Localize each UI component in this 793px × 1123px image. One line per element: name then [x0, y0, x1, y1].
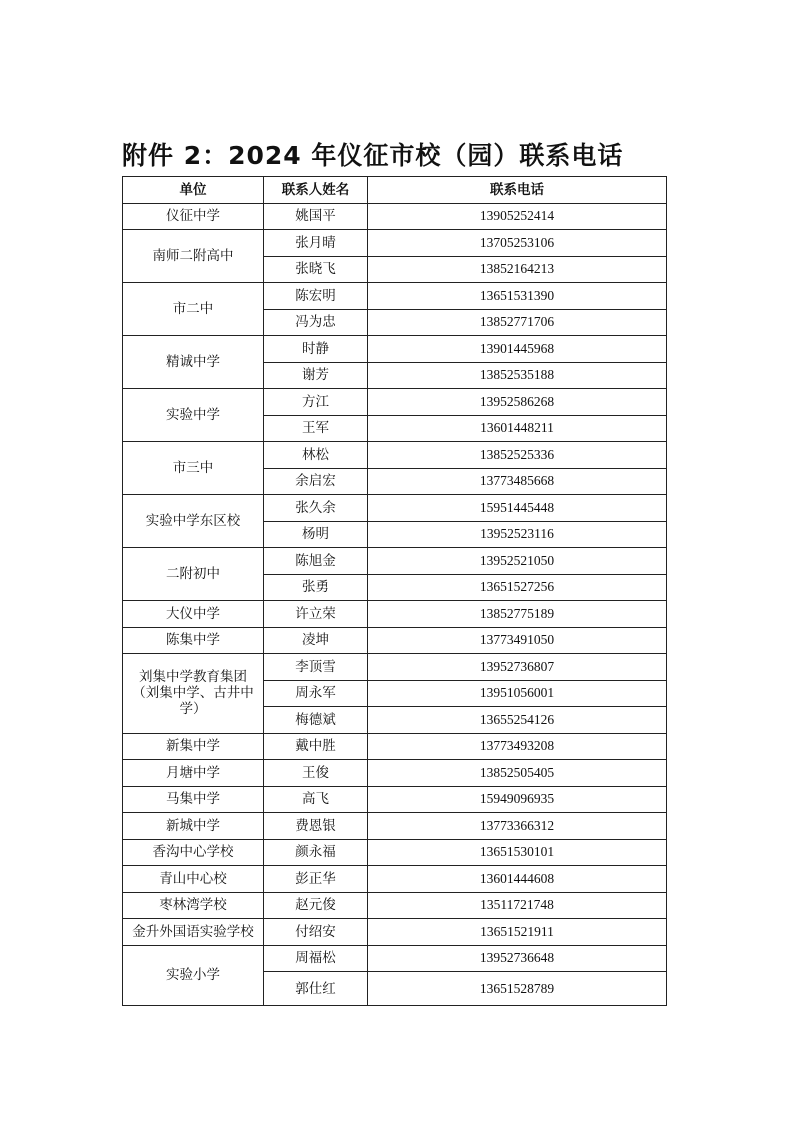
- phone-cell: 13651528789: [368, 972, 667, 1006]
- phone-cell: 13705253106: [368, 230, 667, 257]
- contact-name-cell: 谢芳: [264, 362, 368, 389]
- phone-cell: 13952523116: [368, 521, 667, 548]
- contact-name-cell: 戴中胜: [264, 733, 368, 760]
- phone-cell: 13852535188: [368, 362, 667, 389]
- contact-name-cell: 张久余: [264, 495, 368, 522]
- contact-name-cell: 张月晴: [264, 230, 368, 257]
- unit-cell: 实验中学东区校: [123, 495, 264, 548]
- contact-name-cell: 梅德斌: [264, 707, 368, 734]
- contact-name-cell: 赵元俊: [264, 892, 368, 919]
- phone-cell: 13601444608: [368, 866, 667, 893]
- header-name: 联系人姓名: [264, 177, 368, 204]
- phone-cell: 13952586268: [368, 389, 667, 416]
- header-row: [123, 177, 667, 204]
- table-row: [123, 866, 667, 893]
- contact-name-cell: 方江: [264, 389, 368, 416]
- unit-cell: 实验中学: [123, 389, 264, 442]
- phone-cell: 13852164213: [368, 256, 667, 283]
- contact-name-cell: 许立荣: [264, 601, 368, 628]
- header-unit: 单位: [123, 177, 264, 204]
- contact-name-cell: 周福松: [264, 945, 368, 972]
- table-body: [123, 203, 667, 1006]
- table-row: [123, 839, 667, 866]
- contact-name-cell: 付绍安: [264, 919, 368, 946]
- contact-name-cell: 彭正华: [264, 866, 368, 893]
- unit-cell: 市三中: [123, 442, 264, 495]
- table-row: [123, 919, 667, 946]
- table-row: [123, 548, 667, 575]
- header-phone: 联系电话: [368, 177, 667, 204]
- phone-cell: 13901445968: [368, 336, 667, 363]
- phone-cell: 13852525336: [368, 442, 667, 469]
- table-row: [123, 733, 667, 760]
- contact-name-cell: 王军: [264, 415, 368, 442]
- contact-name-cell: 周永军: [264, 680, 368, 707]
- phone-cell: 13952736648: [368, 945, 667, 972]
- contact-name-cell: 时静: [264, 336, 368, 363]
- unit-cell: 马集中学: [123, 786, 264, 813]
- table-row: [123, 283, 667, 310]
- table-row: [123, 442, 667, 469]
- phone-cell: 13852505405: [368, 760, 667, 787]
- unit-cell: 新集中学: [123, 733, 264, 760]
- unit-cell: 市二中: [123, 283, 264, 336]
- phone-cell: 13651531390: [368, 283, 667, 310]
- unit-cell: 青山中心校: [123, 866, 264, 893]
- unit-cell: 金升外国语实验学校: [123, 919, 264, 946]
- phone-cell: 13511721748: [368, 892, 667, 919]
- unit-cell: 香沟中心学校: [123, 839, 264, 866]
- contact-name-cell: 颜永福: [264, 839, 368, 866]
- contact-name-cell: 郭仕红: [264, 972, 368, 1006]
- phone-cell: 13952521050: [368, 548, 667, 575]
- contact-name-cell: 林松: [264, 442, 368, 469]
- table-row: [123, 892, 667, 919]
- table-row: [123, 389, 667, 416]
- phone-cell: 13773491050: [368, 627, 667, 654]
- contact-name-cell: 张晓飞: [264, 256, 368, 283]
- table-row: [123, 654, 667, 681]
- unit-cell: 刘集中学教育集团（刘集中学、古井中学）: [123, 654, 264, 734]
- phone-cell: 13951056001: [368, 680, 667, 707]
- unit-cell: 月塘中学: [123, 760, 264, 787]
- contact-name-cell: 陈宏明: [264, 283, 368, 310]
- contact-name-cell: 陈旭金: [264, 548, 368, 575]
- unit-cell: 二附初中: [123, 548, 264, 601]
- contact-name-cell: 余启宏: [264, 468, 368, 495]
- contact-table: [122, 176, 667, 1006]
- phone-cell: 15951445448: [368, 495, 667, 522]
- table-row: [123, 813, 667, 840]
- table-row: [123, 786, 667, 813]
- contact-name-cell: 李顶雪: [264, 654, 368, 681]
- contact-name-cell: 王俊: [264, 760, 368, 787]
- unit-cell: 实验小学: [123, 945, 264, 1006]
- table-row: [123, 760, 667, 787]
- table-row: [123, 230, 667, 257]
- table-row: [123, 627, 667, 654]
- page-title: 附件 2：2024 年仪征市校（园）联系电话: [122, 141, 624, 170]
- phone-cell: 15949096935: [368, 786, 667, 813]
- unit-cell: 枣林湾学校: [123, 892, 264, 919]
- table-row: [123, 203, 667, 230]
- unit-cell: 仪征中学: [123, 203, 264, 230]
- contact-name-cell: 张勇: [264, 574, 368, 601]
- unit-cell: 精诚中学: [123, 336, 264, 389]
- phone-cell: 13651527256: [368, 574, 667, 601]
- unit-cell: 南师二附高中: [123, 230, 264, 283]
- table-row: [123, 495, 667, 522]
- table-row: [123, 601, 667, 628]
- phone-cell: 13773366312: [368, 813, 667, 840]
- phone-cell: 13601448211: [368, 415, 667, 442]
- contact-name-cell: 费恩银: [264, 813, 368, 840]
- unit-cell: 新城中学: [123, 813, 264, 840]
- unit-cell: 大仪中学: [123, 601, 264, 628]
- contact-name-cell: 杨明: [264, 521, 368, 548]
- phone-cell: 13655254126: [368, 707, 667, 734]
- phone-cell: 13852771706: [368, 309, 667, 336]
- phone-cell: 13905252414: [368, 203, 667, 230]
- phone-cell: 13773485668: [368, 468, 667, 495]
- phone-cell: 13651530101: [368, 839, 667, 866]
- contact-name-cell: 姚国平: [264, 203, 368, 230]
- contact-name-cell: 冯为忠: [264, 309, 368, 336]
- contact-name-cell: 凌坤: [264, 627, 368, 654]
- contact-name-cell: 高飞: [264, 786, 368, 813]
- phone-cell: 13651521911: [368, 919, 667, 946]
- unit-cell: 陈集中学: [123, 627, 264, 654]
- table-row: [123, 336, 667, 363]
- phone-cell: 13773493208: [368, 733, 667, 760]
- table-row: [123, 945, 667, 972]
- phone-cell: 13852775189: [368, 601, 667, 628]
- phone-cell: 13952736807: [368, 654, 667, 681]
